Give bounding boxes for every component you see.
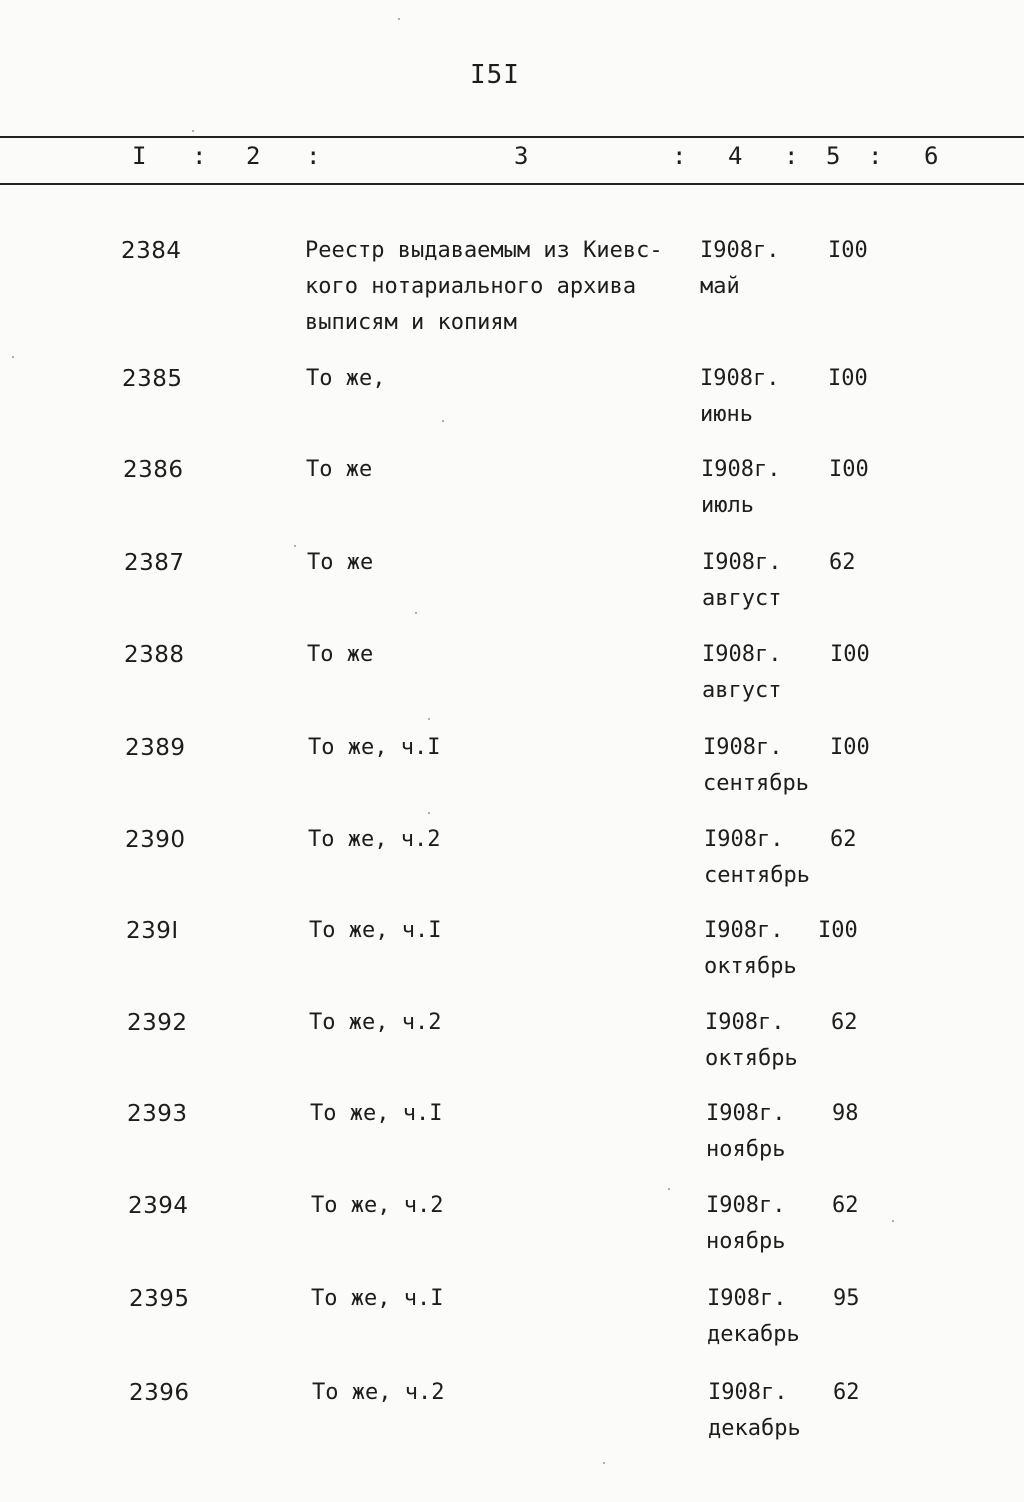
entry-number: 2394: [128, 1193, 189, 1219]
entry-title: Реестр выдаваемым из Киевс- кого нотариального архива выписям и копиям: [305, 238, 663, 335]
entry-number: 2388: [124, 642, 185, 668]
scan-speck: [192, 130, 194, 132]
entry-title: То же, ч.I: [308, 735, 441, 760]
entry-title: То же: [307, 550, 374, 575]
entry-sheet-count: 62: [831, 1010, 858, 1035]
entry-date: I908г. май: [700, 238, 780, 299]
scan-speck: [398, 18, 400, 20]
entry-title: То же, ч.I: [311, 1286, 444, 1311]
column-header-6: 6: [924, 142, 939, 170]
column-header-3: 3: [514, 142, 529, 170]
scan-speck: [12, 356, 14, 358]
entry-date: I908г. октябрь: [704, 918, 797, 979]
scan-speck: [428, 718, 430, 720]
entry-sheet-count: I00: [830, 642, 870, 667]
column-header-5: 5: [826, 142, 841, 170]
column-header-4: 4: [728, 142, 743, 170]
entry-date: I908г. ноябрь: [706, 1193, 786, 1254]
column-separator: :: [306, 142, 321, 170]
entry-number: 2385: [122, 366, 183, 392]
entry-sheet-count: 98: [832, 1101, 859, 1126]
scan-speck: [668, 1188, 670, 1190]
scan-speck: [892, 1220, 894, 1222]
entry-sheet-count: I00: [818, 918, 858, 943]
entry-sheet-count: I00: [829, 457, 869, 482]
scan-speck: [428, 812, 430, 814]
entry-title: То же, ч.2: [309, 1010, 442, 1035]
entry-number: 2393: [127, 1101, 188, 1127]
entry-sheet-count: 95: [833, 1286, 860, 1311]
entry-number: 2389: [125, 735, 186, 761]
column-separator: :: [784, 142, 799, 170]
entry-sheet-count: I00: [830, 735, 870, 760]
entry-number: 2387: [124, 550, 185, 576]
entry-sheet-count: 62: [829, 550, 856, 575]
entry-title: То же, ч.I: [309, 918, 442, 943]
entry-title: То же: [306, 457, 373, 482]
entry-date: I908г. ноябрь: [706, 1101, 786, 1162]
entry-date: I908г. декабрь: [707, 1286, 800, 1347]
entry-title: То же, ч.I: [310, 1101, 443, 1126]
entry-title: То же,: [306, 366, 386, 391]
entry-number: 2390: [125, 827, 186, 853]
entry-date: I908г. сентябрь: [703, 735, 809, 796]
header-bottom-rule: [0, 183, 1024, 185]
entry-title: То же, ч.2: [308, 827, 441, 852]
entry-date: I908г. сентябрь: [704, 827, 810, 888]
entry-sheet-count: 62: [830, 827, 857, 852]
entry-sheet-count: I00: [828, 366, 868, 391]
page-number: I5I: [470, 60, 520, 90]
entry-number: 2386: [123, 457, 184, 483]
scan-speck: [294, 545, 296, 547]
column-header-2: 2: [246, 142, 261, 170]
entry-date: I908г. октябрь: [705, 1010, 798, 1071]
column-header-row: [0, 142, 1024, 176]
entry-date: I908г. июль: [701, 457, 781, 518]
entry-sheet-count: 62: [833, 1380, 860, 1405]
entry-date: I908г. июнь: [700, 366, 780, 427]
entry-number: 2384: [121, 238, 182, 264]
entry-date: I908г. август: [702, 642, 782, 703]
column-header-1: I: [132, 142, 147, 170]
entry-date: I908г. август: [702, 550, 782, 611]
entry-number: 2395: [129, 1286, 190, 1312]
scan-speck: [415, 612, 417, 614]
entry-sheet-count: 62: [832, 1193, 859, 1218]
entry-title: То же, ч.2: [311, 1193, 444, 1218]
entry-number: 2396: [129, 1380, 190, 1406]
entry-number: 2392: [127, 1010, 188, 1036]
scan-speck: [603, 1462, 605, 1464]
entry-sheet-count: I00: [828, 238, 868, 263]
header-top-rule: [0, 136, 1024, 138]
entry-date: I908г. декабрь: [708, 1380, 801, 1441]
column-separator: :: [192, 142, 207, 170]
entry-number: 239I: [126, 918, 179, 944]
entry-title: То же: [307, 642, 374, 667]
column-separator: :: [868, 142, 883, 170]
scan-speck: [442, 420, 444, 422]
entry-title: То же, ч.2: [312, 1380, 445, 1405]
column-separator: :: [672, 142, 687, 170]
